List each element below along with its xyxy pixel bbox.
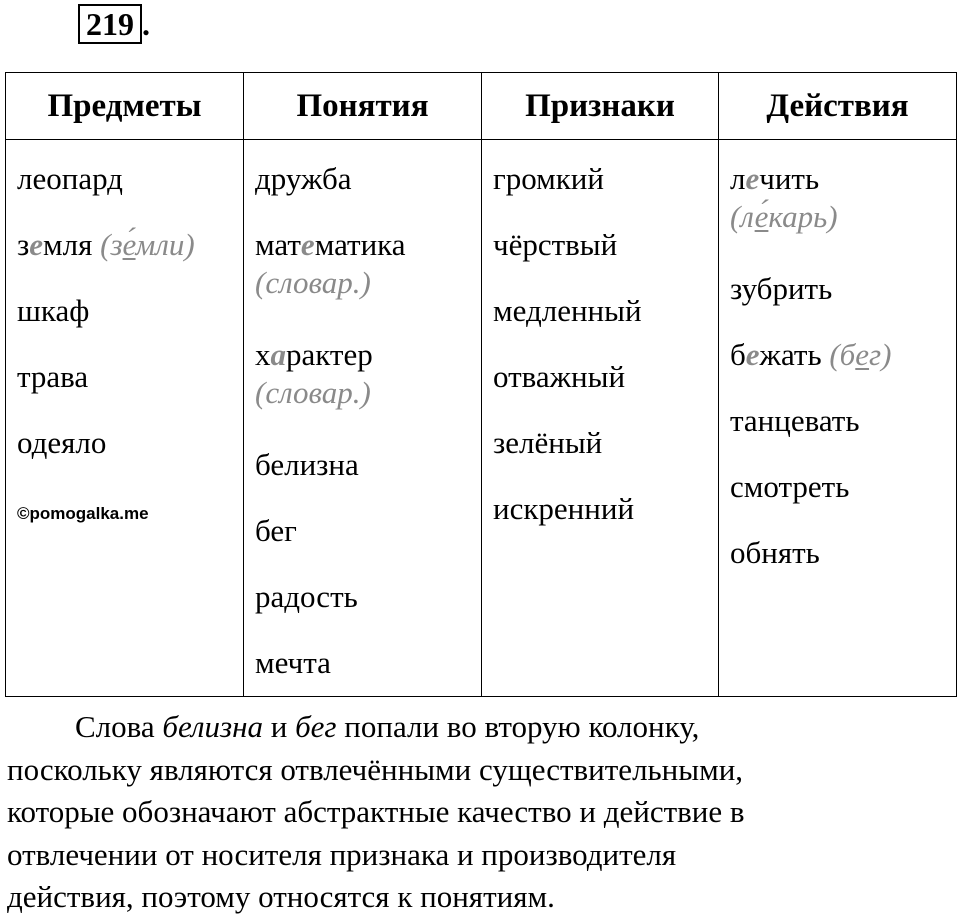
list-item: одеяло [17,425,107,460]
column-objects [6,140,244,697]
list-item: шкаф [17,293,90,328]
paragraph-line: отвлечении от носителя признака и производителя [7,836,677,872]
column-attributes [482,140,719,697]
highlighted-letter: е [300,227,315,262]
list-item: мечта [255,645,331,680]
highlighted-letter: е [745,161,760,196]
stress-note: (зе́мли) [100,227,195,262]
header-attributes: Признаки [482,73,719,140]
list-item: чёрствый [493,227,618,262]
header-concepts: Понятия [244,73,482,140]
list-item: характер (словар.) [255,322,481,432]
list-item: земля (зе́мли) [17,227,195,262]
highlighted-letter: а [270,337,286,372]
list-item: лечить (ле́карь) [730,146,956,256]
stress-note: (ле́карь) [730,199,838,234]
exercise-number [78,4,150,44]
list-item: бег [255,513,297,548]
check-word-note: (бег) [829,337,892,372]
list-item: зелёный [493,425,603,460]
dictionary-note: (словар.) [255,265,371,300]
list-item: громкий [493,161,604,196]
paragraph-line: Слова белизна и бег попали во вторую колонку, [75,709,700,744]
paragraph-line: поскольку являются отвлечёнными существительными, [7,751,744,787]
list-item: медленный [493,293,642,328]
list-item: отважный [493,359,626,394]
list-item: математика (словар.) [255,212,481,322]
paragraph-line: которые обозначают абстрактные качество и действие в [7,794,745,829]
list-item: танцевать [730,403,860,438]
column-concepts [244,140,482,697]
list-item: смотреть [730,469,850,504]
highlighted-letter: е [29,227,44,262]
highlighted-letter: е [745,337,760,372]
header-objects: Предметы [6,73,244,140]
list-item: трава [17,359,89,394]
paragraph-line: действия, поэтому относятся к понятиям. [7,879,555,914]
watermark: ©pomogalka.me [17,504,149,523]
table-body-row [6,140,957,697]
list-item: обнять [730,535,820,570]
list-item: искренний [493,491,635,526]
list-item: белизна [255,447,359,482]
list-item: дружба [255,161,352,196]
exercise-number-box: 219 [78,4,142,44]
list-item: бежать (бег) [730,337,892,372]
exercise-number-dot: . [142,6,150,42]
explanation-paragraph [7,706,952,919]
dictionary-note: (словар.) [255,375,371,410]
list-item: зубрить [730,271,833,306]
header-actions: Действия [719,73,957,140]
word-classification-table [5,72,957,697]
list-item: радость [255,579,358,614]
table-header-row [6,73,957,140]
list-item: леопард [17,161,123,196]
column-actions [719,140,957,697]
